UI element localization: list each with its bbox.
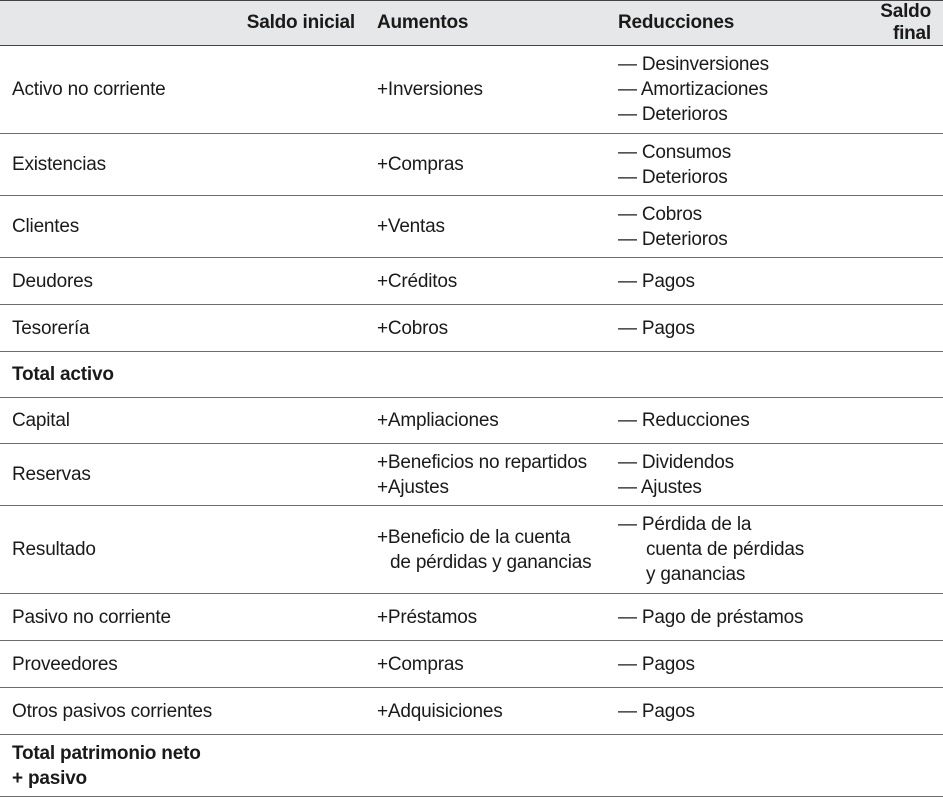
increases-cell	[365, 258, 606, 305]
table-row	[0, 444, 943, 506]
cell-line: +Adquisiciones	[377, 700, 503, 722]
account-cell	[0, 46, 365, 134]
cell-line: — Pagos	[618, 270, 695, 292]
account-cell	[0, 196, 365, 258]
cell-line: — Pérdida de la	[618, 514, 752, 535]
account-cell	[0, 134, 365, 196]
cell-line: +Inversiones	[377, 79, 483, 100]
table-row	[0, 134, 943, 196]
table-row	[0, 46, 943, 134]
cell-line: — Deterioros	[618, 228, 728, 250]
cell-line: — Dividendos	[618, 451, 734, 473]
decreases-cell	[606, 506, 828, 594]
cell-line: Total patrimonio neto	[12, 742, 201, 764]
cell-line: y ganancias	[646, 564, 746, 585]
final-balance-cell	[828, 735, 943, 797]
cell-line: +Créditos	[377, 270, 458, 292]
account-cell	[0, 444, 365, 506]
cell-line: — Pagos	[618, 317, 695, 339]
header-saldo-final: Saldo final	[828, 1, 943, 46]
table-row	[0, 688, 943, 735]
table-row	[0, 258, 943, 305]
cell-line: +Beneficios no repartidos	[377, 451, 587, 473]
account-cell	[0, 594, 365, 641]
cell-line: — Pago de préstamos	[618, 606, 804, 628]
final-balance-cell	[828, 352, 943, 398]
final-balance-cell	[828, 641, 943, 688]
cell-line: Capital	[12, 410, 70, 431]
table-row	[0, 196, 943, 258]
decreases-cell	[606, 46, 828, 134]
cell-line: +Ampliaciones	[377, 410, 499, 431]
decreases-cell	[606, 134, 828, 196]
cell-line: Total activo	[12, 364, 114, 385]
account-cell	[0, 305, 365, 352]
total-row	[0, 735, 943, 797]
cell-line: +Ajustes	[377, 476, 449, 498]
cell-line: +Ventas	[377, 216, 445, 237]
cell-line: — Pagos	[618, 700, 695, 722]
decreases-cell	[606, 594, 828, 641]
cell-line: — Consumos	[618, 141, 732, 163]
table-header	[0, 1, 943, 46]
table-row	[0, 594, 943, 641]
cell-line: Clientes	[12, 216, 80, 237]
decreases-cell	[606, 398, 828, 444]
decreases-cell	[606, 352, 828, 398]
total-row	[0, 352, 943, 398]
decreases-cell	[606, 305, 828, 352]
table-row	[0, 398, 943, 444]
increases-cell	[365, 594, 606, 641]
increases-cell	[365, 46, 606, 134]
increases-cell	[365, 641, 606, 688]
header-aumentos: Aumentos	[365, 1, 606, 46]
cell-line: cuenta de pérdidas	[646, 539, 805, 560]
cell-line: — Ajustes	[618, 476, 702, 498]
cell-line: + pasivo	[12, 767, 87, 789]
cell-line: — Cobros	[618, 203, 702, 225]
account-cell	[0, 398, 365, 444]
final-balance-cell	[828, 134, 943, 196]
increases-cell	[365, 735, 606, 797]
account-cell	[0, 688, 365, 735]
account-cell	[0, 641, 365, 688]
cell-line: — Pagos	[618, 653, 695, 675]
table-row	[0, 305, 943, 352]
cell-line: Tesorería	[12, 317, 90, 339]
decreases-cell	[606, 196, 828, 258]
increases-cell	[365, 506, 606, 594]
decreases-cell	[606, 641, 828, 688]
cell-line: — Desinversiones	[618, 54, 769, 75]
cell-line: — Amortizaciones	[618, 79, 768, 100]
cell-line: Resultado	[12, 539, 96, 560]
decreases-cell	[606, 688, 828, 735]
cell-line: — Reducciones	[618, 410, 750, 431]
increases-cell	[365, 444, 606, 506]
cell-line: Pasivo no corriente	[12, 606, 171, 628]
cell-line: +Compras	[377, 653, 464, 675]
cell-line: +Préstamos	[377, 606, 477, 628]
table-row	[0, 641, 943, 688]
header-row	[0, 1, 943, 46]
decreases-cell	[606, 444, 828, 506]
final-balance-cell	[828, 688, 943, 735]
account-cell	[0, 258, 365, 305]
final-balance-cell	[828, 444, 943, 506]
cell-line: Deudores	[12, 270, 93, 292]
decreases-cell	[606, 258, 828, 305]
increases-cell	[365, 688, 606, 735]
header-saldo-inicial: Saldo inicial	[0, 1, 365, 46]
decreases-cell	[606, 735, 828, 797]
cell-line: +Compras	[377, 154, 464, 175]
cell-line: +Beneficio de la cuenta	[377, 526, 571, 548]
cell-line: +Cobros	[377, 317, 448, 339]
account-cell	[0, 735, 365, 797]
increases-cell	[365, 196, 606, 258]
increases-cell	[365, 352, 606, 398]
final-balance-cell	[828, 594, 943, 641]
table-row	[0, 506, 943, 594]
cell-line: — Deterioros	[618, 166, 728, 188]
cell-line: Reservas	[12, 464, 91, 485]
increases-cell	[365, 134, 606, 196]
final-balance-cell	[828, 258, 943, 305]
final-balance-cell	[828, 196, 943, 258]
cell-line: — Deterioros	[618, 104, 728, 125]
final-balance-cell	[828, 398, 943, 444]
final-balance-cell	[828, 506, 943, 594]
final-balance-cell	[828, 305, 943, 352]
account-cell	[0, 352, 365, 398]
table-body	[0, 46, 943, 797]
header-reducciones: Reducciones	[606, 1, 828, 46]
cell-line: Activo no corriente	[12, 79, 166, 100]
increases-cell	[365, 305, 606, 352]
cell-line: Otros pasivos corrientes	[12, 700, 213, 722]
account-cell	[0, 506, 365, 594]
cell-line: de pérdidas y ganancias	[390, 551, 592, 573]
cell-line: Existencias	[12, 154, 106, 175]
final-balance-cell	[828, 46, 943, 134]
cell-line: Proveedores	[12, 653, 118, 675]
increases-cell	[365, 398, 606, 444]
